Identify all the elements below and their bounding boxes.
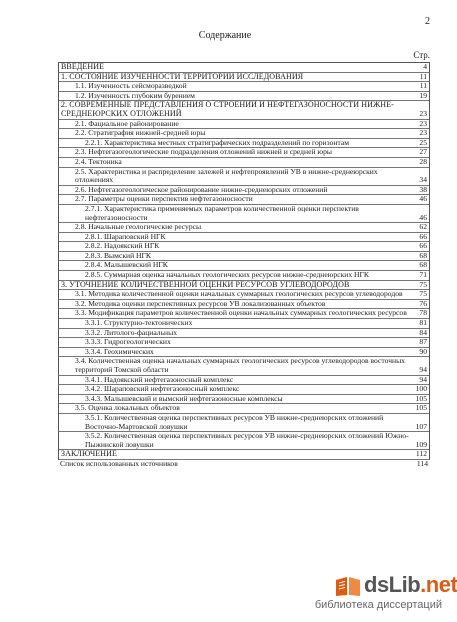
toc-entry-page: 27: [419, 147, 427, 157]
toc-entry-text: Список использованных источников: [60, 458, 178, 468]
toc-entry-page: 100: [415, 384, 427, 394]
toc-entry-text: 1.1. Изученность сейсморазведкой: [75, 81, 187, 91]
toc-entry-page: 94: [419, 365, 427, 374]
toc-entry-text: 3.3.1. Структурно-тектонических: [85, 318, 193, 328]
toc-entry-page: 109: [415, 439, 427, 449]
toc-entry-text: 3.4.1. Надоякский нефтегазоносный комплекс: [85, 374, 234, 384]
page-number: 2: [425, 16, 430, 27]
toc-entry-page: 112: [415, 449, 427, 459]
toc-entry: [59, 414, 429, 432]
watermark: [312, 572, 457, 614]
book-icon: [334, 574, 362, 598]
watermark-caption: библиотека диссертаций: [314, 599, 442, 611]
toc-entry-text: 2.6. Нефтегазогеологическое районирование нижне-среднеюрских отложений: [75, 184, 328, 194]
table-of-contents: [58, 62, 430, 469]
toc-entry-text: 2.2.1. Характеристика местных стратиграфических подразделений по горизонтам: [85, 137, 350, 147]
toc-entry-text: 2.8. Начальные геологические ресурсы: [75, 222, 202, 232]
toc-entry-page: 78: [419, 308, 427, 318]
toc-entry-text: 2.7.1. Характеристика применяемых параметров количественной оценки перспектив нефтегазоносности: [85, 203, 359, 222]
toc-entry-text: ВВЕДЕНИЕ: [61, 62, 105, 71]
toc-entry-page: 114: [416, 458, 428, 468]
toc-entry-page: 87: [419, 337, 427, 347]
toc-entry-text: 3.5.1. Количественная оценка перспективных ресурсов УВ нижне-среднеюрских отложений Восточно-Мартовской ловушки: [85, 412, 384, 431]
toc-entry-text: 2.4. Тектоника: [75, 156, 122, 166]
toc-entry-page: 23: [419, 128, 427, 138]
toc-entry-page: 90: [419, 346, 427, 356]
toc-entry: [59, 432, 429, 450]
toc-entry-text: 3.3.4. Геохимических: [85, 346, 154, 356]
toc-entry-page: 23: [419, 118, 427, 128]
toc-entry-page: 81: [419, 318, 427, 328]
toc-entry-page: 19: [419, 90, 427, 100]
toc-entry-page: 23: [419, 108, 427, 118]
page-title: Содержание: [198, 30, 252, 41]
toc-entry-text: 2.8.3. Вымский НГК: [85, 250, 151, 260]
logo-suffix: .net: [420, 572, 457, 597]
toc-entry-page: 11: [419, 71, 427, 81]
toc-entry-page: 4: [423, 62, 427, 71]
toc-entry-text: 2. СОВРЕМЕННЫЕ ПРЕДСТАВЛЕНИЯ О СТРОЕНИИ И НЕФТЕГАЗОНОСНОСТИ НИЖНЕ-СРЕДНЕЮРСКИХ ОТЛОЖЕНИЙ: [61, 100, 394, 118]
toc-entry-page: 46: [419, 194, 427, 204]
toc-entry-page: 68: [419, 260, 427, 270]
toc-entry-page: 62: [419, 222, 427, 232]
toc-entry-text: 2.8.5. Суммарная оценка начальных геологических ресурсов нижне-среднеюрских НГК: [85, 270, 369, 280]
toc-entry-text: 2.8.2. Надоякский НГК: [85, 241, 160, 251]
toc-entry-text: 2.5. Характеристика и распределение залежей и нефтепроявлений УВ в нижне-среднеюрских отложениях: [75, 166, 378, 185]
toc-entry-page: 94: [419, 374, 427, 384]
toc-entry-text: 3.3. Модификация параметров количественной оценки начальных суммарных геологических ресурсов: [75, 308, 407, 318]
toc-entry-text: 3.2. Методика оценки перспективных ресурсов УВ локализованных объектов: [75, 298, 326, 308]
toc-entry-page: 68: [419, 250, 427, 260]
logo-main: dsLib: [364, 572, 421, 597]
toc-entry-text: 1.2. Изученность глубоким бурением: [75, 90, 195, 100]
watermark-logo: [364, 572, 457, 598]
toc-entry: [59, 357, 429, 375]
toc-entry-text: 3. УТОЧНЕНИЕ КОЛИЧЕСТВЕННОЙ ОЦЕНКИ РЕСУРСОВ УГЛЕВОДОРОДОВ: [61, 279, 350, 289]
toc-entry-text: 3.1. Методика количественной оценки начальных суммарных геологических ресурсов углеводородов: [75, 289, 403, 299]
toc-entry-page: 66: [419, 241, 427, 251]
toc-entry-page: 38: [419, 184, 427, 194]
toc-entry-text: 3.5.2. Количественная оценка перспективных ресурсов УВ нижне-среднеюрских отложений Южно-Пыжинской ловушки: [85, 431, 409, 449]
toc-entry-page: 75: [419, 279, 427, 289]
toc-entry-page: 71: [419, 270, 427, 280]
toc-entry: [59, 168, 429, 186]
toc-entry-page: 25: [419, 137, 427, 147]
toc-entry-page: 105: [415, 403, 427, 413]
toc-entry-text: 3.4. Количественная оценка начальных суммарных геологических ресурсов углеводородов восточных территорий Томской области: [75, 356, 405, 374]
toc-entry-page: 28: [419, 156, 427, 166]
toc-entry-text: 3.4.2. Шараповский нефтегазоносный комплекс: [85, 384, 240, 394]
toc-entry-bibliography: [58, 460, 430, 469]
toc-entry-page: 105: [415, 393, 427, 403]
toc-entry-text: 2.8.1. Шараповский НГК: [85, 231, 166, 241]
toc-entry-text: 2.7. Параметры оценки перспектив нефтегазоносности: [75, 194, 253, 204]
toc-entry-text: 3.3.2. Литолого-фациальных: [85, 327, 178, 337]
toc-entry-page: 76: [419, 298, 427, 308]
toc-entry-text: 2.1. Фациальное районирование: [75, 118, 179, 128]
toc-entry-text: 1. СОСТОЯНИЕ ИЗУЧЕННОСТИ ТЕРРИТОРИИ ИССЛЕДОВАНИЯ: [61, 71, 304, 81]
toc-entry-page: 34: [419, 175, 427, 185]
toc-entry-text: 2.8.4. Малышевский НГК: [85, 260, 168, 270]
toc-entry-page: 11: [419, 81, 427, 91]
toc-entry-text: 3.3.3. Гидрогеологических: [85, 337, 171, 347]
toc-entry-page: 107: [415, 421, 427, 431]
page-column-header: Стр.: [413, 50, 430, 60]
toc-entry-text: ЗАКЛЮЧЕНИЕ: [61, 449, 117, 459]
toc-entry-text: 3.4.3. Малышевский и вымский нефтегазоносные комплексы: [85, 393, 283, 403]
toc-entry-page: 75: [419, 289, 427, 299]
toc-entry-page: 66: [419, 231, 427, 241]
toc-entry: [59, 101, 429, 119]
toc-frame: [58, 62, 430, 460]
toc-entry-page: 84: [419, 327, 427, 337]
toc-entry-text: 2.2. Стратиграфия нижней-средней юры: [75, 128, 206, 138]
toc-entry-page: 46: [419, 212, 427, 222]
toc-entry-text: 2.3. Нефтегазогеологические подразделения отложений нижней и средней юры: [75, 147, 332, 157]
toc-entry-text: 3.5. Оценка локальных объектов: [75, 403, 180, 413]
toc-entry: [59, 205, 429, 223]
